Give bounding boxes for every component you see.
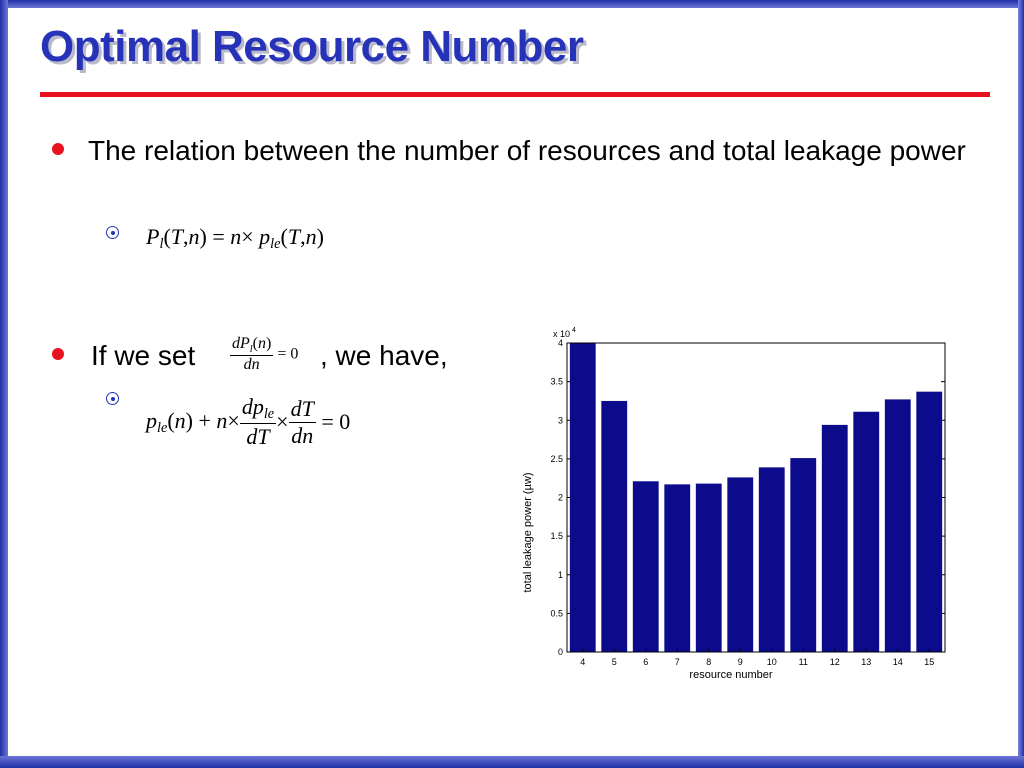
slide-frame-left	[0, 0, 8, 768]
sub-bullet-1-icon	[106, 226, 119, 239]
bullet-1-marker	[52, 143, 64, 155]
bullet-1-text: The relation between the number of resources and total leakage power	[88, 135, 966, 166]
bar-5	[601, 401, 627, 652]
x-tick-label-9: 9	[737, 657, 743, 667]
equation-3: $p_{le}(n) + n\times$ $\frac{dp_{le}}{dT}$ × $\frac{dT}{dn}$ = 0	[146, 394, 351, 449]
x-tick-label-7: 7	[674, 657, 680, 667]
y-scale-exponent: 4	[572, 327, 576, 334]
bar-15	[916, 392, 942, 652]
slide-frame-bottom	[0, 756, 1024, 768]
bar-13	[853, 412, 879, 652]
equation-1: $P_l(T,n) = n\times p_{le}(T,n)$	[146, 224, 324, 252]
y-tick-label-4: 2	[557, 492, 563, 503]
equation-2-condition: $\frac{dP_l(n)}{dn}$ = 0	[232, 335, 299, 373]
y-tick-label-6: 3	[557, 415, 563, 426]
y-axis-label: total leakage power (µw)	[522, 472, 534, 593]
y-tick-label-8: 4	[557, 338, 563, 348]
bullet-2-suffix: , we have,	[320, 340, 448, 371]
bar-14	[885, 399, 911, 652]
x-tick-label-5: 5	[611, 657, 617, 667]
x-tick-label-15: 15	[924, 657, 935, 667]
x-tick-label-12: 12	[829, 657, 840, 667]
x-tick-label-14: 14	[892, 657, 903, 667]
bar-6	[633, 481, 659, 652]
bar-4	[570, 343, 596, 652]
bullet-2-marker	[52, 348, 64, 360]
bar-11	[790, 458, 816, 652]
y-tick-label-5: 2.5	[550, 453, 563, 464]
x-tick-label-6: 6	[643, 657, 649, 667]
x-tick-label-13: 13	[861, 657, 872, 667]
y-tick-label-0: 0	[557, 647, 563, 657]
bar-8	[696, 484, 722, 652]
bar-9	[727, 477, 753, 652]
slide-frame-right	[1018, 0, 1024, 768]
x-axis-label: resource number	[689, 669, 773, 681]
x-tick-label-11: 11	[798, 657, 808, 667]
title-underline	[40, 92, 990, 97]
y-tick-label-3: 1.5	[550, 531, 563, 542]
sub-bullet-2-icon	[106, 392, 119, 405]
y-tick-label-2: 1	[557, 569, 563, 580]
bar-12	[822, 425, 848, 652]
y-tick-label-7: 3.5	[550, 376, 563, 387]
bar-10	[759, 467, 785, 652]
slide-frame-top	[0, 0, 1024, 8]
bar-7	[664, 484, 690, 652]
bullet-2-prefix: If we set	[91, 340, 196, 371]
x-tick-label-8: 8	[706, 657, 712, 667]
slide-title: Optimal Resource Number	[40, 22, 584, 71]
leakage-power-bar-chart	[510, 320, 960, 690]
x-tick-label-10: 10	[766, 657, 777, 667]
y-tick-label-1: 0.5	[550, 608, 563, 619]
x-tick-label-4: 4	[580, 657, 586, 667]
y-scale-label: x 10	[553, 329, 571, 339]
